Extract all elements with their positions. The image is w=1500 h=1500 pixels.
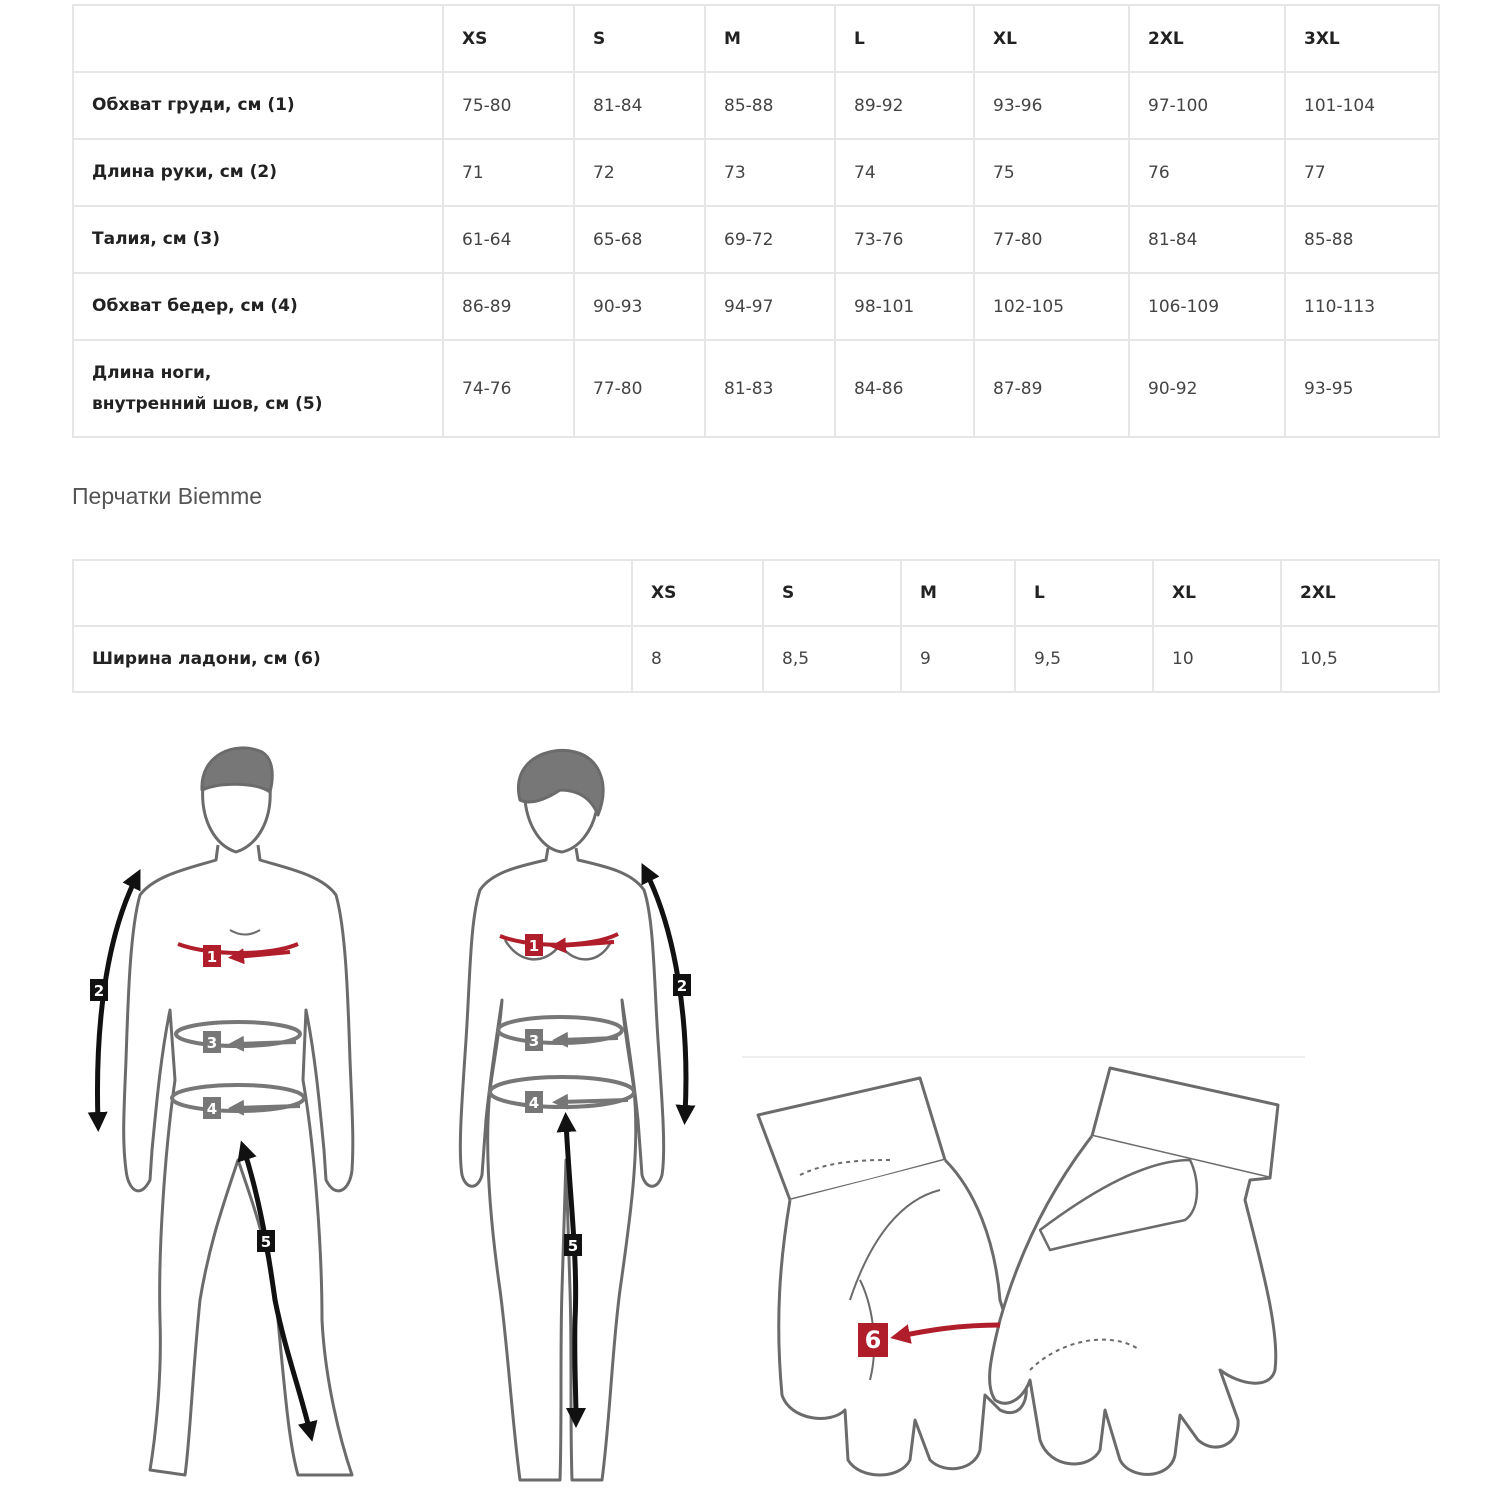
row-label: Обхват бедер, см (4) — [73, 273, 443, 340]
table-cell: 74-76 — [443, 340, 574, 437]
body-size-table — [72, 4, 1440, 438]
left-glove-illustration — [758, 1078, 1026, 1475]
marker-1-label: 1 — [528, 937, 540, 955]
table-cell: 9,5 — [1015, 626, 1153, 692]
row-label: Длина руки, см (2) — [73, 139, 443, 206]
right-glove-illustration — [990, 1068, 1278, 1474]
male-measure-5 — [244, 1150, 310, 1432]
row-label: Талия, см (3) — [73, 206, 443, 273]
table-cell: 8 — [632, 626, 763, 692]
table-cell: 65-68 — [574, 206, 705, 273]
table-header-row — [73, 5, 1439, 72]
header-cell: 2XL — [1129, 5, 1285, 72]
female-hair — [518, 750, 603, 815]
male-measure-3 — [176, 1022, 300, 1053]
table-cell: 61-64 — [443, 206, 574, 273]
header-cell: L — [1015, 560, 1153, 626]
table-cell: 71 — [443, 139, 574, 206]
table-cell: 85-88 — [705, 72, 835, 139]
table-cell: 73-76 — [835, 206, 974, 273]
table-row — [73, 273, 1439, 340]
male-measure-4 — [172, 1085, 304, 1119]
marker-4-label: 4 — [206, 1100, 218, 1118]
header-cell: XL — [974, 5, 1129, 72]
table-row — [73, 72, 1439, 139]
header-cell: 2XL — [1281, 560, 1439, 626]
table-cell: 84-86 — [835, 340, 974, 437]
table-cell: 93-95 — [1285, 340, 1439, 437]
table-cell: 98-101 — [835, 273, 974, 340]
table-cell: 97-100 — [1129, 72, 1285, 139]
table-header-row — [73, 560, 1439, 626]
female-figure — [460, 750, 663, 1480]
table-cell: 10 — [1153, 626, 1281, 692]
table-cell: 81-83 — [705, 340, 835, 437]
section-title-gloves: Перчатки Biemme — [72, 483, 263, 509]
marker-1-label: 1 — [206, 948, 218, 966]
table-cell: 106-109 — [1129, 273, 1285, 340]
table-cell: 90-93 — [574, 273, 705, 340]
table-cell: 93-96 — [974, 72, 1129, 139]
table-cell: 75-80 — [443, 72, 574, 139]
table-row — [73, 139, 1439, 206]
row-label: Ширина ладони, см (6) — [73, 626, 632, 692]
header-cell: XS — [632, 560, 763, 626]
table-cell: 110-113 — [1285, 273, 1439, 340]
table-cell: 69-72 — [705, 206, 835, 273]
female-head — [525, 800, 596, 852]
female-measure-4 — [490, 1077, 634, 1113]
row-label — [73, 340, 443, 437]
table-row — [73, 206, 1439, 273]
female-measure-2 — [646, 872, 691, 1115]
table-cell: 77-80 — [974, 206, 1129, 273]
table-row — [73, 340, 1439, 437]
marker-6-label: 6 — [864, 1326, 882, 1354]
female-measure-3 — [498, 1017, 622, 1051]
table-cell: 74 — [835, 139, 974, 206]
header-cell — [73, 560, 632, 626]
table-cell: 9 — [901, 626, 1015, 692]
header-cell: M — [705, 5, 835, 72]
row-label: Обхват груди, см (1) — [73, 72, 443, 139]
table-cell: 76 — [1129, 139, 1285, 206]
table-cell: 87-89 — [974, 340, 1129, 437]
male-measure-1 — [178, 944, 298, 967]
table-cell: 102-105 — [974, 273, 1129, 340]
male-hair — [202, 748, 272, 792]
female-measure-5 — [564, 1122, 582, 1418]
glove-size-table — [72, 559, 1440, 693]
header-cell: M — [901, 560, 1015, 626]
table-cell: 81-84 — [1129, 206, 1285, 273]
table-cell: 10,5 — [1281, 626, 1439, 692]
male-body-outline — [124, 845, 353, 1475]
row-label-line: внутренний шов, см (5) — [92, 393, 323, 414]
marker-3-label: 3 — [206, 1034, 218, 1052]
row-label-line: Длина ноги, — [92, 362, 212, 383]
table-cell: 81-84 — [574, 72, 705, 139]
header-cell: 3XL — [1285, 5, 1439, 72]
marker-5-label: 5 — [567, 1237, 579, 1255]
header-cell: XS — [443, 5, 574, 72]
header-cell: S — [574, 5, 705, 72]
male-head — [203, 785, 271, 852]
table-cell: 101-104 — [1285, 72, 1439, 139]
marker-5-label: 5 — [260, 1233, 272, 1251]
table-cell: 90-92 — [1129, 340, 1285, 437]
table-cell: 73 — [705, 139, 835, 206]
table-row — [73, 626, 1439, 692]
table-cell: 77 — [1285, 139, 1439, 206]
header-cell: S — [763, 560, 901, 626]
table-cell: 89-92 — [835, 72, 974, 139]
table-cell: 85-88 — [1285, 206, 1439, 273]
table-cell: 8,5 — [763, 626, 901, 692]
table-cell: 86-89 — [443, 273, 574, 340]
header-cell: L — [835, 5, 974, 72]
table-cell: 94-97 — [705, 273, 835, 340]
header-cell: XL — [1153, 560, 1281, 626]
measurement-illustration — [0, 720, 1500, 1500]
marker-2-label: 2 — [676, 977, 688, 995]
table-cell: 77-80 — [574, 340, 705, 437]
table-cell: 75 — [974, 139, 1129, 206]
marker-3-label: 3 — [528, 1032, 540, 1050]
header-cell — [73, 5, 443, 72]
table-cell: 72 — [574, 139, 705, 206]
female-measure-1 — [500, 934, 618, 956]
marker-4-label: 4 — [528, 1094, 540, 1112]
marker-2-label: 2 — [93, 982, 105, 1000]
